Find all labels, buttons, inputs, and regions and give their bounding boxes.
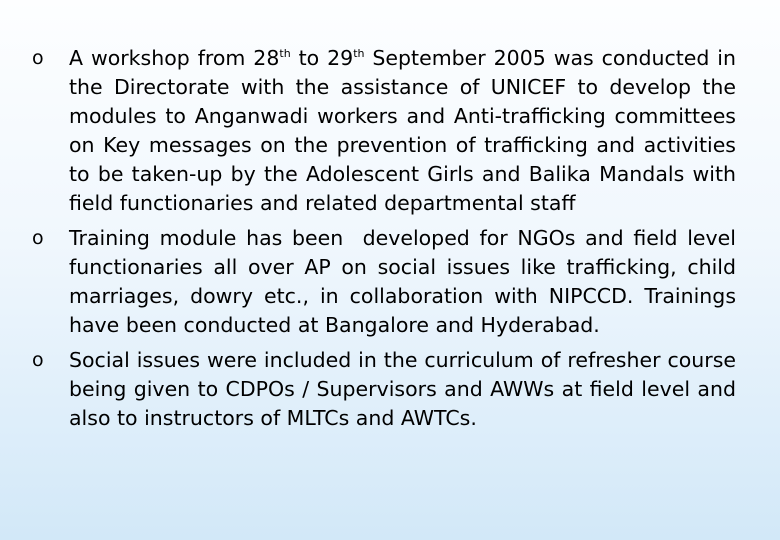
bullet-item-workshop — [32, 44, 736, 218]
bullet-marker-icon: o — [32, 47, 44, 69]
bullet-list — [32, 44, 743, 439]
workshop-text-part-1: A workshop from 28 — [69, 46, 280, 70]
workshop-text-part-3: September 2005 was conducted in the Directorate with the assistance of UNICEF to develop the modules to Anganwadi workers and Anti-trafficking committees on Key messages on the prevention of trafficking and activities to be taken-up by the Adolescent Girls and Balika Mandals with field functionaries and related departmental staff — [69, 46, 736, 215]
workshop-text-part-2: to 29 — [290, 46, 354, 70]
training-module-text: Training module has been developed for NGOs and field level functionaries all over AP on social issues like trafficking, child marriages, dowry etc., in collaboration with NIPCCD. Trainings have been conducted at Bangalore and Hyderabad. — [69, 226, 743, 337]
bullet-marker-icon: o — [32, 227, 44, 249]
social-issues-text: Social issues were included in the curriculum of refresher course being given to CDPOs / Supervisors and AWWs at field level and also to instructors of MLTCs and AWTCs. — [69, 348, 736, 430]
bullet-item-training-module — [32, 224, 743, 340]
ordinal-suffix-28: th — [279, 47, 291, 60]
bullet-marker-icon: o — [32, 349, 44, 371]
ordinal-suffix-29: th — [353, 47, 365, 60]
bullet-item-social-issues — [32, 346, 736, 433]
